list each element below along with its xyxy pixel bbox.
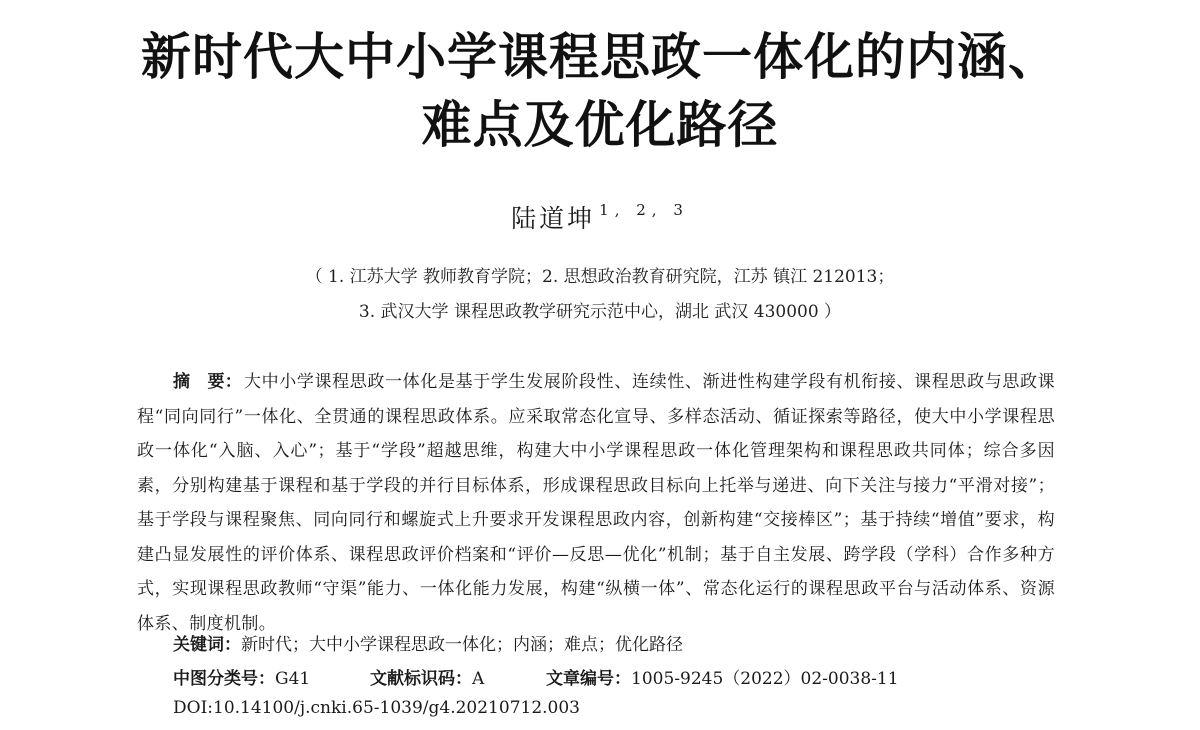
article-number-label: 文章编号： <box>546 669 631 689</box>
abstract-text: 大中小学课程思政一体化是基于学生发展阶段性、连续性、渐进性构建学段有机衔接、课程思政与思政课程“同向同行”一体化、全贯通的课程思政体系。应采取常态化宣导、多样态活动、循证探索等路径，使大中小学课程思政一体化“入脑、入心”；基于“学段”超越思维，构建大中小学课程思政一体化管理架构和课程思政共同体；综合多因素，分别构建基于课程和基于学段的并行目标体系，形成课程思政目标向上托举与递进、向下关注与接力“平滑对接”；基于学段与课程聚焦、同向同行和螺旋式上升要求开发课程思政内容，创新构建“交接棒区”；基于持续“增值”要求，构建凸显发展性的评价体系、课程思政评价档案和“评价—反思—优化”机制；基于自主发展、跨学段（学科）合作多种方式，实现课程思政教师“守渠”能力、一体化能力发展，构建“纵横一体”、常态化运行的课程思政平台与活动体系、资源体系、制度机制。 <box>137 372 1055 634</box>
article-number-value: 1005-9245（2022）02-0038-11 <box>631 669 899 689</box>
paper-title-line-1: 新时代大中小学课程思政一体化的内涵、 <box>141 27 1059 86</box>
document-code-value: A <box>472 669 485 689</box>
paper-title-line-2: 难点及优化路径 <box>421 95 779 154</box>
clc-number <box>173 666 310 692</box>
author-affiliation-marks: 1, 2, 3 <box>599 201 689 219</box>
clc-label: 中图分类号： <box>173 669 275 689</box>
keywords <box>173 632 683 658</box>
clc-value: G41 <box>275 669 311 689</box>
author-line <box>0 193 1200 236</box>
affiliation-line-1: （ 1. 江苏大学 教师教育学院；2. 思想政治教育研究院，江苏 镇江 212013； <box>305 267 895 287</box>
document-code-label: 文献标识码： <box>370 669 472 689</box>
affiliation-line-2: 3. 武汉大学 课程思政教学研究示范中心，湖北 武汉 430000 ） <box>358 302 842 322</box>
doi: DOI:10.14100/j.cnki.65-1039/g4.20210712.003 <box>173 698 580 718</box>
article-number <box>546 666 899 692</box>
author-name: 陆道坤 <box>511 204 596 233</box>
document-code <box>370 666 484 692</box>
abstract <box>137 365 1055 641</box>
keywords-text: 新时代；大中小学课程思政一体化；内涵；难点；优化路径 <box>241 635 683 655</box>
abstract-label: 摘 要： <box>173 372 242 392</box>
keywords-label: 关键词： <box>173 635 241 655</box>
